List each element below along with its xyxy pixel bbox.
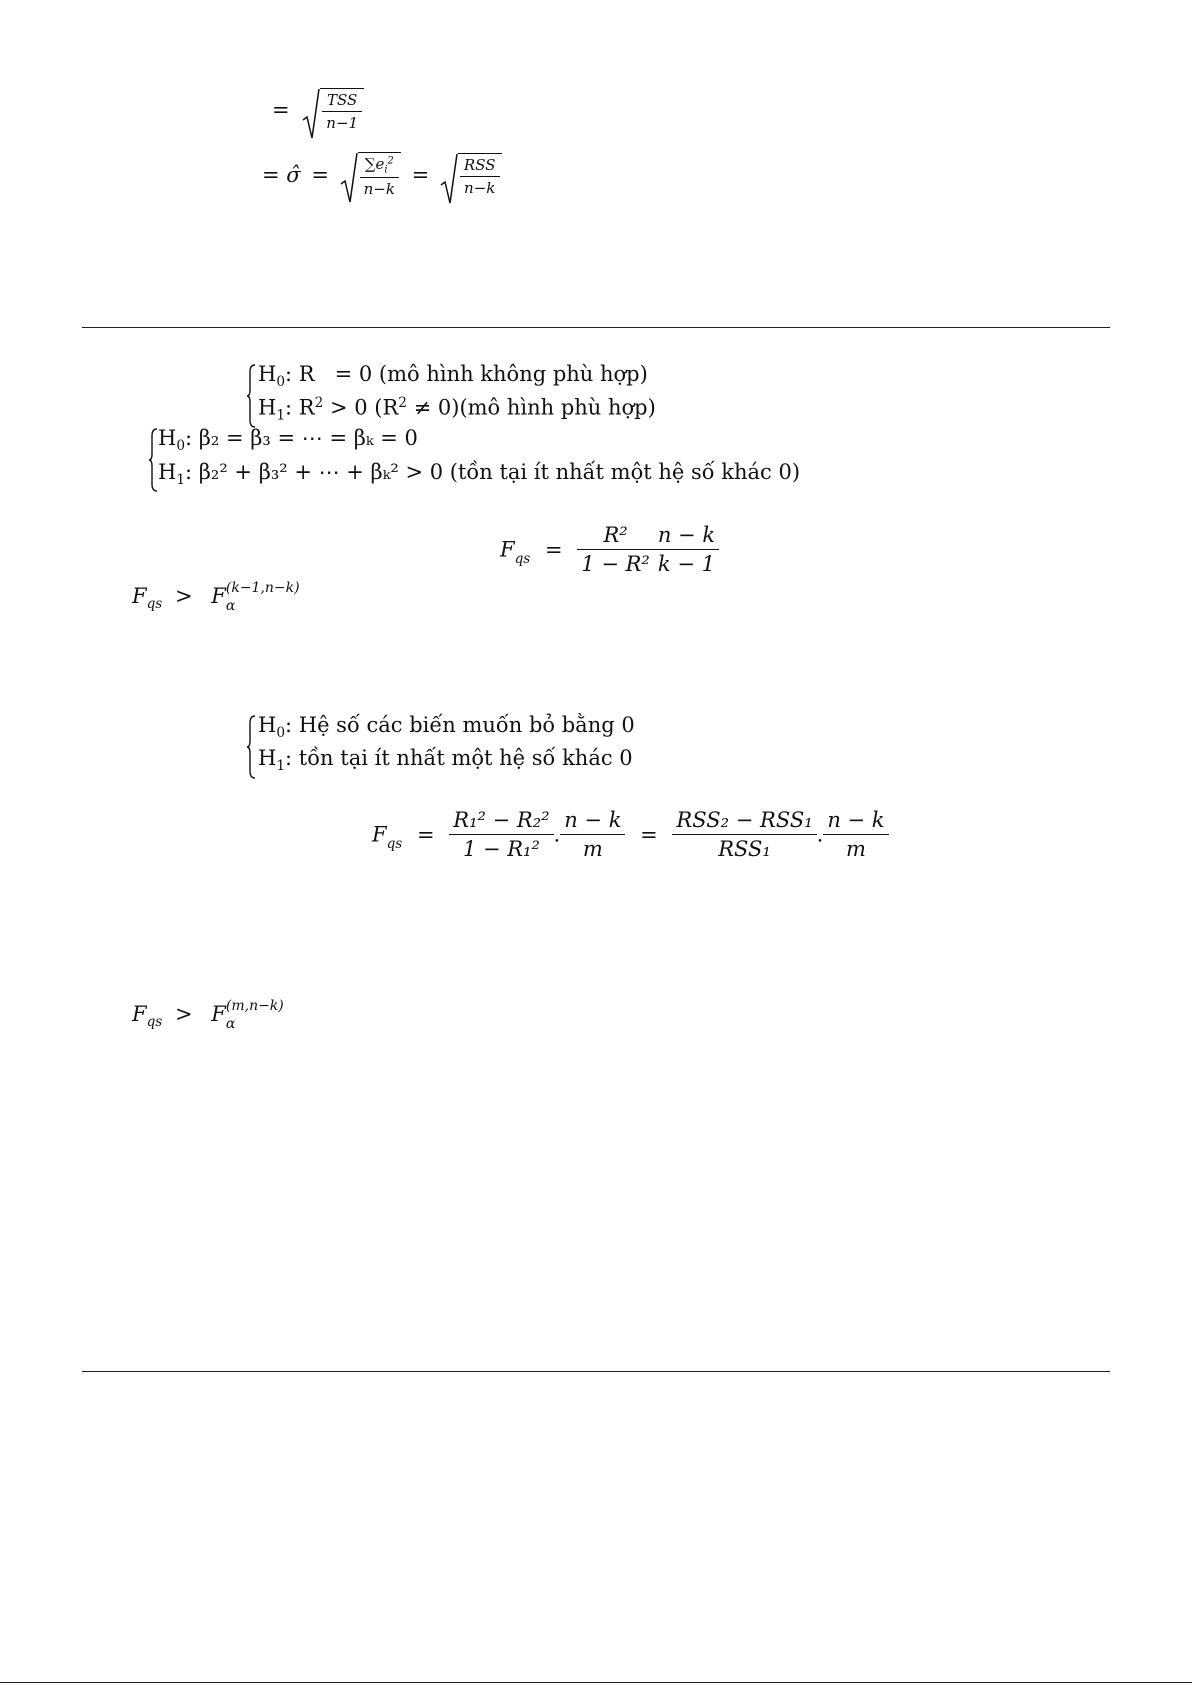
denominator: m xyxy=(845,837,866,861)
denominator: RSS₁ xyxy=(718,837,771,861)
fraction-r2 xyxy=(577,523,654,576)
denominator: 1 − R² xyxy=(581,552,650,576)
dot-operator: . xyxy=(816,822,824,847)
f-symbol: F xyxy=(211,584,226,608)
f-statistic-formula-1 xyxy=(500,523,719,576)
h1-line xyxy=(258,395,656,423)
h1-text-c: ≠ 0)(mô hình phù hợp) xyxy=(406,395,656,420)
h0-sub: 0 xyxy=(276,373,286,390)
h1-sub: 1 xyxy=(276,407,286,424)
sum-e-denominator: n−k xyxy=(363,180,395,199)
left-brace-icon xyxy=(246,715,256,779)
radical-icon xyxy=(440,153,458,205)
h1-label: H xyxy=(258,395,277,420)
h0-sub: 0 xyxy=(176,437,186,454)
numerator: n − k xyxy=(560,808,625,835)
h1-text: : β₂² + β₃² + ⋯ + βₖ² > 0 (tồn tại ít nhất một hệ số khác 0) xyxy=(185,460,801,484)
numerator: R₁² − R₂² xyxy=(449,808,553,835)
h1-sub: 1 xyxy=(176,471,186,488)
equals-sign: = xyxy=(545,537,563,562)
h0-text: : Hệ số các biến muốn bỏ bằng 0 xyxy=(285,713,635,737)
equals-sign: = xyxy=(311,163,329,188)
numerator: n − k xyxy=(654,523,719,550)
rss-denominator: n−k xyxy=(464,179,496,198)
h0-text: : β₂ = β₃ = ⋯ = βₖ = 0 xyxy=(185,426,418,450)
sigma-hat: σ̂ xyxy=(286,163,301,188)
f-sub: qs xyxy=(146,1013,163,1030)
fraction-nk-m xyxy=(560,808,625,861)
numerator: RSS₂ − RSS₁ xyxy=(672,808,816,835)
f-symbol: F xyxy=(372,822,387,847)
h1-line xyxy=(258,746,633,774)
hypothesis-system-beta xyxy=(148,426,801,494)
h0-line xyxy=(258,713,635,741)
horizontal-divider xyxy=(82,327,1110,328)
sqrt-rss xyxy=(440,153,502,197)
h1-label: H xyxy=(158,460,177,484)
equals-sign: = xyxy=(272,98,290,122)
h0-line xyxy=(258,362,648,390)
denominator: k − 1 xyxy=(657,552,715,576)
h0-label: H xyxy=(158,426,177,450)
fraction-r2-diff xyxy=(449,808,553,861)
f-statistic-formula-2 xyxy=(372,808,889,861)
formula-sigma xyxy=(262,152,502,198)
page-bottom-edge xyxy=(0,1682,1192,1683)
h1-sup2: 2 xyxy=(398,395,407,411)
h1-sub: 1 xyxy=(276,757,286,774)
h1-sup: 2 xyxy=(314,395,324,411)
h1-text-b: > 0 (R xyxy=(323,395,399,420)
fraction-rss-diff xyxy=(672,808,816,861)
tss-denominator: n−1 xyxy=(326,114,359,132)
denominator: m xyxy=(582,837,603,861)
equals-sign: = xyxy=(640,822,658,847)
f-sub: qs xyxy=(146,595,163,612)
sub-i: i xyxy=(384,164,388,176)
greater-than-sign: > xyxy=(175,1002,193,1026)
f-symbol: F xyxy=(500,537,515,562)
f-symbol: F xyxy=(211,1002,226,1026)
sup-2: 2 xyxy=(387,155,394,167)
rss-numerator: RSS xyxy=(460,156,500,177)
dot-operator: . xyxy=(553,822,561,847)
f-sub: qs xyxy=(386,836,403,853)
tss-numerator: TSS xyxy=(322,91,362,112)
denominator: 1 − R₁² xyxy=(462,837,540,861)
f-sub: qs xyxy=(514,551,531,568)
f-sup: (k−1,n−k) xyxy=(225,580,300,596)
h1-text-a: : R xyxy=(285,395,315,420)
equals-sign: = xyxy=(417,822,435,847)
radical-icon xyxy=(340,152,358,204)
greater-than-sign: > xyxy=(175,584,193,608)
h0-line xyxy=(158,426,418,454)
h0-sub: 0 xyxy=(276,724,286,741)
f-sub: α xyxy=(225,598,236,614)
f-symbol: F xyxy=(132,1002,147,1026)
sum-e-numerator: ∑e xyxy=(364,155,385,173)
hypothesis-system-drop-vars xyxy=(246,713,666,779)
h0-label: H xyxy=(258,713,277,737)
fraction-nk xyxy=(654,523,719,576)
f-sub: α xyxy=(225,1016,236,1032)
sqrt-tss xyxy=(302,88,364,132)
f-sup: (m,n−k) xyxy=(225,998,284,1014)
h0-label: H xyxy=(258,362,277,386)
f-critical-condition-1 xyxy=(132,580,306,614)
h1-line xyxy=(158,460,800,488)
f-symbol: F xyxy=(132,584,147,608)
f-critical-condition-2 xyxy=(132,998,296,1032)
left-brace-icon xyxy=(148,428,158,492)
h1-text: : tồn tại ít nhất một hệ số khác 0 xyxy=(285,746,633,770)
equals-sign: = xyxy=(262,163,287,188)
equals-sign: = xyxy=(411,163,430,188)
horizontal-divider xyxy=(82,1371,1110,1372)
sqrt-sum-e xyxy=(340,152,401,198)
radical-icon xyxy=(302,88,320,140)
left-brace-icon xyxy=(246,364,256,428)
formula-std-y xyxy=(272,88,364,132)
fraction-nk-m-2 xyxy=(823,808,888,861)
numerator: n − k xyxy=(823,808,888,835)
numerator: R² xyxy=(577,523,654,550)
hypothesis-system-r2 xyxy=(246,362,766,428)
h1-label: H xyxy=(258,746,277,770)
h0-text: : R = 0 (mô hình không phù hợp) xyxy=(285,362,648,386)
